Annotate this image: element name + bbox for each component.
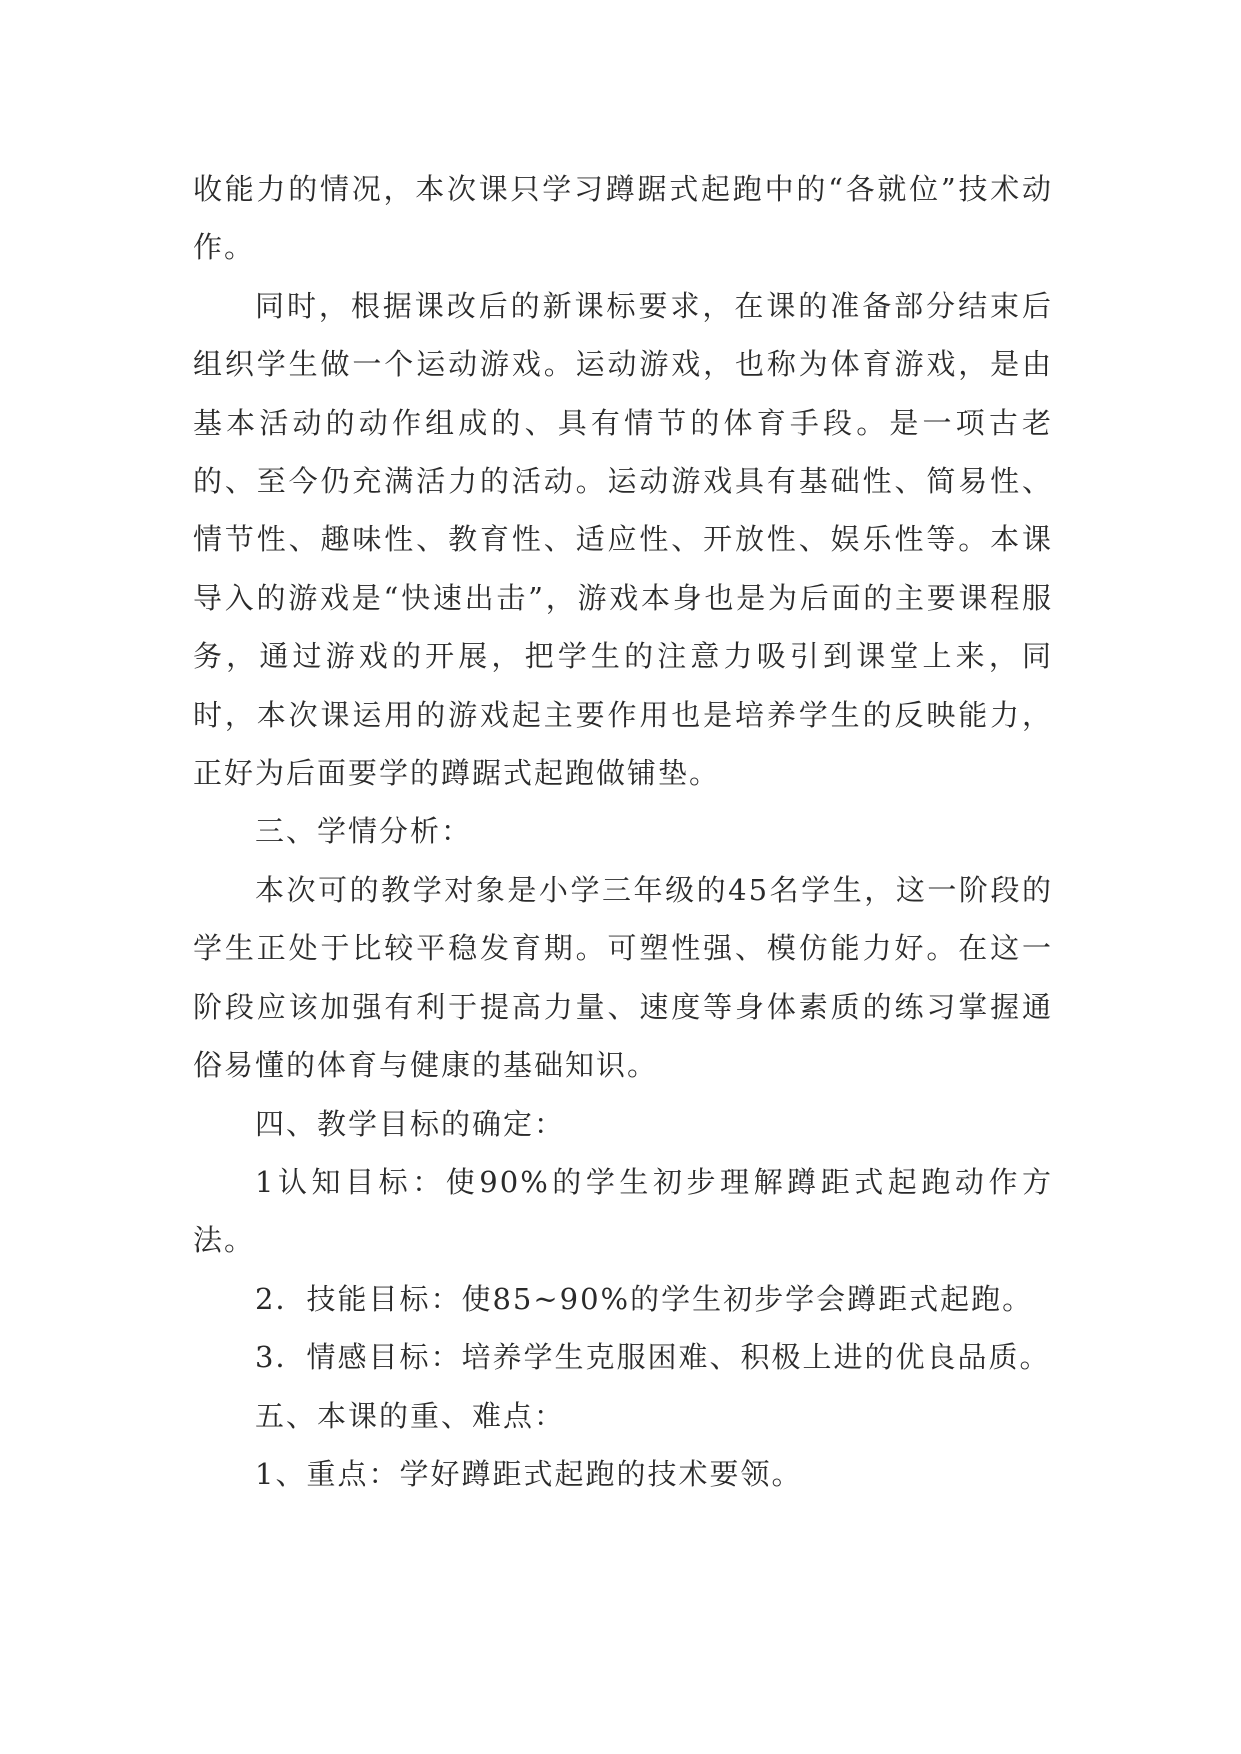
paragraph-sports-game: 同时，根据课改后的新课标要求，在课的准备部分结束后组织学生做一个运动游戏。运动游戏，也称为体育游戏，是由基本活动的动作组成的、具有情节的体育手段。是一项古老的、至今仍充满活力的活动。运动游戏具有基础性、简易性、情节性、趣味性、教育性、适应性、开放性、娱乐性等。本课导入的游戏是“快速出击”，游戏本身也是为后面的主要课程服务，通过游戏的开展，把学生的注意力吸引到课堂上来，同时，本次课运用的游戏起主要作用也是培养学生的反映能力，正好为后面要学的蹲踞式起跑做铺垫。 [193,288,1053,791]
heading-student-analysis: 三、学情分析： [255,814,473,849]
document-body [193,160,1053,1503]
heading-key-points: 五、本课的重、难点： [255,1398,566,1433]
goal-emotional: 3．情感目标：培养学生克服困难、积极上进的优良品质。 [255,1340,1051,1375]
heading-teaching-goals: 四、教学目标的确定： [255,1106,566,1141]
key-point-one: 1、重点：学好蹲距式起跑的技术要领。 [255,1456,803,1491]
paragraph-continuation: 收能力的情况，本次课只学习蹲踞式起跑中的“各就位”技术动作。 [193,172,1053,265]
paragraph-student-analysis: 本次可的教学对象是小学三年级的45名学生，这一阶段的学生正处于比较平稳发育期。可塑性强、模仿能力好。在这一阶段应该加强有利于提高力量、速度等身体素质的练习掌握通俗易懂的体育与健康的基础知识。 [193,872,1053,1083]
goal-skill: 2．技能目标：使85~90%的学生初步学会蹲距式起跑。 [255,1281,1034,1316]
goal-cognitive: 1认知目标：使90%的学生初步理解蹲距式起跑动作方法。 [193,1164,1053,1258]
